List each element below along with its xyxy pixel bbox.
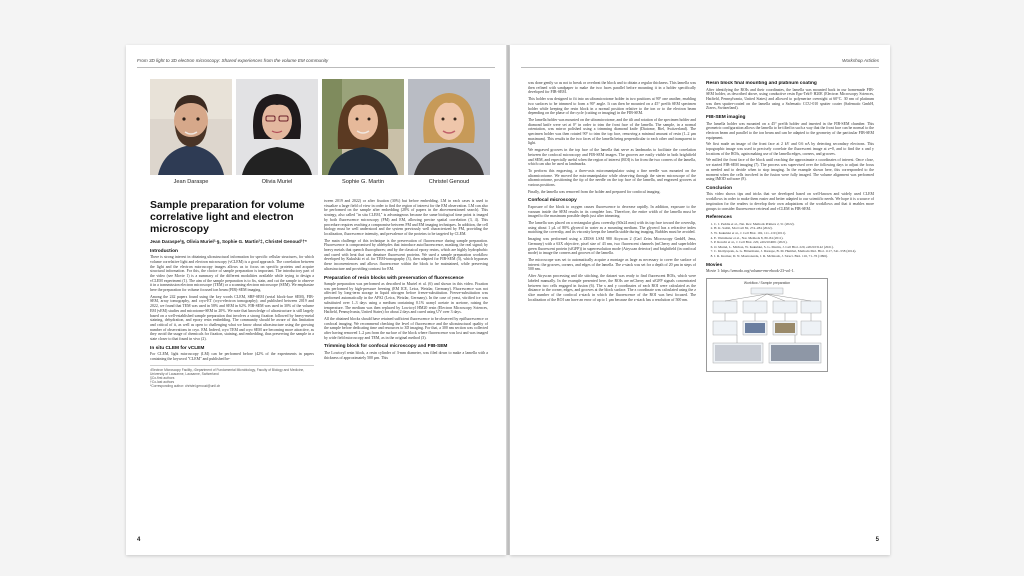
paragraph: tween 2019 and 2022) or after fixation (30%) but before embedding. LM in each cases is used to visualize a large field of view in order to find the region of interest for the EM observation. LM can also be performed on the sample after embedding (28% of papers in the abovementioned search). This strategy, also called "in situ CLEM," is advantageous because the same biological time point is imaged by both fluorescence microscopy (FM) and EM, allowing precise spatial correlation (3, 4). This procedure requires reaching a compromise between FM and EM imaging techniques. In addition, the cell biology must be well understood and the system previously well characterized by FM, providing the localization, fluorescence intensity, and prevalence of the proteins to be targeted by CLEM. — [324, 199, 488, 236]
paragraph: The lamella holder was mounted on the ultramicrotome, and the tilt and rotation of the specimen holder and diamond knife were set at 0° in order to trim the front face of the lamella. The sample, in a normal orientation, was mirror polished using a trimming diamond knife (Diatome, Biel, Switzerland). The specimen holder was then rotated 90° to trim the top face, removing a minimal amount of resin (1–2 µm maximum). This results in the two faces of the lamella being perpendicular to each other and transparent to light. — [528, 117, 696, 146]
paragraph: The main challenge of this technique is the preservation of fluorescence during sample preparation. Fluorescence is compromised by aldehydes that introduce autofluorescence, masking the real signal; by heavy metals that quench fluorophores; and by the classical epoxy resins, which are highly hydrophobic and cured with heat that can denature fluorescent proteins. We used a sample preparation workflow developed by Kukulski et al. for TEM-tomography (3), then adapted for FIB-SEM (5), which bypasses these inconveniences and allows fluorescence within the block to be maintained, while preserving ultrastructure and providing contrast for EM. — [324, 238, 488, 271]
article-authors: Jean Daraspe¹§, Olivia Muriel²·§, Sophie G. Martin²‡, Christel Genoud¹†* — [150, 239, 307, 244]
paragraph: Imaging was performed using a ZEISS LSM 980 Airyscan 2 (Carl Zeiss Microscopy GmbH, Jena, Germany) with a 63X objective, pixel size of 43 nm, two fluorescent channels (mCherry and superfolder green fluorescent protein (sfGFP)) in superresolution mode (Airyscan detector) and brightfield (in confocal mode) to image the corners and grooves of the lamella. — [528, 237, 696, 256]
reference-item: 3. W. Kukulski et al., J. Cell Biol. 192, 111–119 (2011). — [714, 231, 874, 236]
portrait-image — [150, 79, 232, 175]
portrait-image — [236, 79, 318, 175]
footnote: §Co-first authors — [150, 376, 175, 381]
author-name-1: Jean Daraspe — [173, 179, 209, 185]
reference-item: 5. P. Ronchi et al., J. Cell Biol. 220, e202104001 (2021). — [714, 240, 874, 245]
workflow-diagram-image — [707, 279, 827, 371]
header-rule — [521, 67, 879, 68]
right-page — [510, 45, 890, 555]
section-heading: FIB-SEM imaging — [706, 115, 746, 121]
section-heading: Preparation of resin blocks with preservation of fluorescence — [324, 275, 464, 281]
right-page-column-2 — [706, 81, 874, 529]
footnote-divider — [150, 365, 314, 366]
author-photo-martin — [322, 79, 404, 175]
paragraph: To perform this engraving, a three-axis micromanipulator using a fine needle was mounted on the ultramicrotome. We moved the micromanipulator while observing through the stereo microscope of the ultramicrotome, positioning the tip of the needle on the top face of the lamella, and engraved grooves at various positions. — [528, 168, 696, 188]
paragraph: This holder was designed to fit into an ultramicrotome holder in two positions at 90° one another, enabling two surfaces to be trimmed to form a 90° angle. It can then be mounted on a 45° prefib SEM specimen holder while keeping the resin block in a normal position relative to the ion or to the electron beam depending on the phase of the cycle (cutting or imaging) in the FIB-SEM. — [528, 97, 696, 116]
paragraph: We milled the front face of the block until reaching the approximate z coordinates of interest. Once close, we started FIB-SEM imaging (7). The process was supervised over the following days to adjust the focus as needed and to decide when to stop imaging. In the example shown here, this corresponded to the moment when the cells involved in the fusion were fully imaged. The volume alignment was performed using IMOD software (8). — [706, 158, 874, 182]
references-heading: References — [706, 215, 732, 221]
portrait-image — [408, 79, 490, 175]
movies-heading: Movies — [706, 262, 723, 268]
article-title: Sample preparation for volume correlative light and electron microscopy — [150, 199, 305, 235]
paragraph: All the obtained blocks should have retained sufficient fluorescence to be observed by epifluorescence or confocal imaging. We recommend checking the level of fluorescence and the ultrastructural quality of the sample before dedicating time and resources to 3D imaging. For that, a 300 nm section was collected after having removed 1–2 µm from the surface of the block where fluorescence was lost and was imaged by wide field microscopy and TEM, as in the original method (3). — [324, 316, 488, 340]
paragraph: For CLEM, light microscopy (LM) can be performed before (42% of the experiments in papers containing the keyword "CLEM" and published be- — [150, 352, 314, 361]
section-heading: Trimming block for confocal microscopy and FIB-SEM — [324, 344, 448, 350]
paragraph: Sample preparation was performed as described in Muriel et al. (6) and shown in this video. Fixation was performed by high-pressure freezing (EM ICE, Leica, Wetzlar, Germany). Fluorescence was not affected by long-term storage in liquid nitrogen before freeze-substitution. Freeze-substitution was performed automatically in the AFS2 (Leica, Wetzlar, Germany). In the case of yeast, vitrified ice was substituted over 1–3 days using a medium containing 0.1% uranyl acetate in acetone, raising the temperature. The medium was then replaced by Lowicryl HM20 resin (Electron Microscopy Sciences, Hatfield, Pennsylvania, United States) for about 2 days and cured using UV over 3 days. — [324, 282, 488, 315]
header-rule — [137, 67, 495, 68]
running-header-left: From 3D light to 3D electron microscopy: Shared experiences from the volume EM community — [137, 58, 329, 63]
author-photos — [150, 79, 490, 185]
references-list — [706, 222, 874, 259]
paragraph: The lamella holder was mounted on a 45° prefib holder and inserted in the FIB-SEM chamber. This geometric configuration allows the lamella to be tilted in such a way that the front face can be normal to the electron beam and parallel to the ion beam and can be adapted to the geometry of the particular FIB-SEM equipment. — [706, 121, 874, 140]
reference-item: 8. J. R. Kremer, D. N. Mastronarde, J. R. McIntosh, J. Struct. Biol. 116, 71–76 (1996). — [714, 254, 874, 259]
right-page-column-1 — [528, 81, 696, 529]
section-heading: Resin block final mounting and platinum coating — [706, 81, 817, 86]
paragraph: After identifying the ROIs and their coordinates, the lamella was mounted back in our homemade FIB-SEM holder, as described above, using conductive resin Epo-Tek® H20E (Electron Microscopy Sciences, Hatfield, Pennsylvania, United States) and allowed to polymerize overnight at 60°C. 30 nm of platinum was then sputter-coated on the lamella using a Safematic CCU-010 sputter coater (Safematic GmbH, Zizers, Switzerland). — [706, 87, 874, 111]
paragraph: The Lowicryl resin block, a resin cylinder of 3-mm diameter, was filed down to make a lamella with a thickness of approximately 500 µm. This — [324, 350, 488, 360]
footnote: *Corresponding author: christel.genoud@unil.ch — [150, 384, 221, 389]
section-heading: Conclusion — [706, 185, 733, 191]
footnote: ¹Electron Microscopy Facility, ²Department of Fundamental Microbiology, Faculty of Biology and Medicine, University of Lausanne, Lausanne, Switzerland — [150, 368, 305, 377]
paragraph: We first made an image of the front face at 2 kV and 0.6 nA by detecting secondary electrons. This topographic image was used to precisely correlate the fluorescent image at z=0, and to find the x and y locations of the ROIs, again making use of the lamella edges, corners, and grooves. — [706, 142, 874, 156]
paragraph: We engraved grooves in the top face of the lamella that serve as landmarks to facilitate the correlation between the confocal microscopy and FIB-SEM images. The grooves are easily visible in both brightfield and SEM, and especially useful when the region of interest (ROI) is far from the two corners of the lamella, which can also be used as landmarks. — [528, 148, 696, 167]
reference-item: 7. C. Kizilyaprak, A. G. Bittermann, J. Daraspe, B. M. Humbel, Methods Mol. Biol. 1117, 541–558 (2014). — [714, 249, 874, 254]
paragraph: The microscope was set to automatically acquire a montage as large as necessary to cover the surface of interest: the grooves, corners, and edges of the lamella. The z-stack was set for a depth of 20 µm in steps of 500 nm. — [528, 258, 696, 272]
paragraph: was done gently so as not to break or overheat the block and to obtain a regular thickness. This lamella was then refined with sandpaper to make the two faces parallel before mounting it in a holder specifically developed for FIB-SEM. — [528, 81, 696, 95]
author-photo-genoud — [408, 79, 490, 175]
author-name-3: Sophie G. Martin — [342, 179, 384, 185]
section-heading: In situ CLEM for vCLEM — [150, 345, 205, 351]
reference-item: 4. E. Weinmaier et al., Nat. Methods 8, 80–84 (2011). — [714, 236, 874, 241]
author-photo-daraspe — [150, 79, 232, 175]
workflow-figure — [706, 278, 828, 372]
paragraph: This video shows tips and tricks that we developed based on well-known and widely used CLEM workflows in order to make them easier and better adapted to our scientific needs. We hope it is a source of inspiration for the readers to develop their own adaptations of the workflows and that it enables more groups to consider fluorescence retrieval and vCLEM in FIB-SEM. — [706, 192, 874, 211]
left-page — [126, 45, 506, 555]
page-number-right: 5 — [875, 537, 879, 543]
paragraph: After Airyscan processing and tile stitching, the dataset was ready to find fluorescent ROIs, which were labeled manually. In the example presented here, the ROIs are mCherry and sfGFP signals concentrated between two cells engaged in fusion (6). The x and y coordinates of each ROI were calculated as the distance to the corner, edges, and grooves at the block surface. The z coordinate was calculated using the z slice number of the confocal z-stack in which the fluorescence of the ROI was best focused. The localization of the ROI can have an error of up to 1 µm because the z-stack has a resolution of 500 nm. — [528, 274, 696, 302]
footnote: †Co-last authors — [150, 380, 175, 385]
portrait-image — [322, 79, 404, 175]
author-photo-muriel — [236, 79, 318, 175]
left-page-column-2 — [324, 199, 488, 529]
running-header-right: Workshop Articles — [842, 58, 879, 63]
reference-item: 2. H. K. Saibil, Mol Cell 82, 274–284 (2022). — [714, 226, 874, 231]
paragraph: Finally, the lamella was removed from the holder and prepared for confocal imaging. — [528, 189, 661, 194]
paragraph: Exposure of the block to oxygen causes fluorescence to decrease rapidly. In addition, exposure to the vacuum inside the SEM results in its complete loss. Therefore, the entire width of the lamella must be imaged to the maximum possible depth just after trimming. — [528, 204, 696, 219]
reference-item: 6. O. Muriel, L. Michon, W. Kukulski, S. G. Martin, J. Cell Biol. 220, e202103142 (2021). — [714, 245, 874, 250]
left-page-column-1 — [150, 199, 314, 529]
author-name-2: Olivia Muriel — [261, 179, 293, 185]
paragraph: The lamella was placed on a rectangular glass coverslip (60x24 mm) with its top face toward the coverslip, using about 1 µL of 80% glycerol in water as a mounting medium. The glycerol has a refractive index matching the coverslip, and its viscosity keeps the lamella stable during imaging. Bubbles must be avoided. — [528, 221, 696, 235]
movie-link[interactable]: Movie 1: https://zenodo.org/volume-em-ebook-23-vol-1. — [706, 269, 795, 274]
section-heading: Confocal microscopy — [528, 198, 577, 204]
author-name-4: Christel Genoud — [428, 179, 470, 185]
paragraph: There is strong interest in obtaining ultrastructural information for specific cellular structures, for which volume correlative light and electron microscopy (vCLEM) is a good approach. The correlation between the light and the electron microscopy images allows us to focus on specific proteins and acquire structural information. For this, the choice of sample preparation is important. The introductory part of the video (see Movie 1) is a summary of the different modalities available while trying to design a vCLEM experiment (1). The aim of the sample preparation is to fix, stain, and cut the sample to observe it in a transmission electron microscope (TEM) or a scanning electron microscope (SEM). We emphasize here the preparation for volume focused ion beam (FIB)-SEM imaging. — [150, 255, 314, 293]
paragraph: Among the 242 papers found using the key words CLEM, SBF-SEM (serial block-face SEM), FIB-SEM, array tomography, and cryo-ET (cryo-electron tomography); and published between 2019 and 2022, we found that TEM was used in 58% and SEM in 62%. FIB-SEM was used in 30% of the volume EM (vEM) studies and microtome-SEM in 20%. We note that knowledge of ultrastructure is still largely based on a well-established sample preparation that involves a strong fixation followed by heavy-metal staining, dehydration, and epoxy resin embedding. The community should be aware of this limitation and critical of it, as well as open to challenging what we know about ultrastructure using the growing number of observations in cryo. EM. Indeed, cryo TEM and cryo SEM are becoming more attractive, as they avoid the usage of chemicals for fixation, staining, and embedding, thus preserving the sample in a state closer to that found in vivo (2). — [150, 294, 314, 342]
section-heading: Introduction — [150, 248, 178, 254]
reference-item: 1. C. J. Peddie et al., Nat. Rev. Methods Primers 2, 51 (2022). — [714, 222, 874, 227]
page-number-left: 4 — [137, 537, 141, 543]
figure-title: Workflow / Sample preparation — [743, 280, 791, 285]
